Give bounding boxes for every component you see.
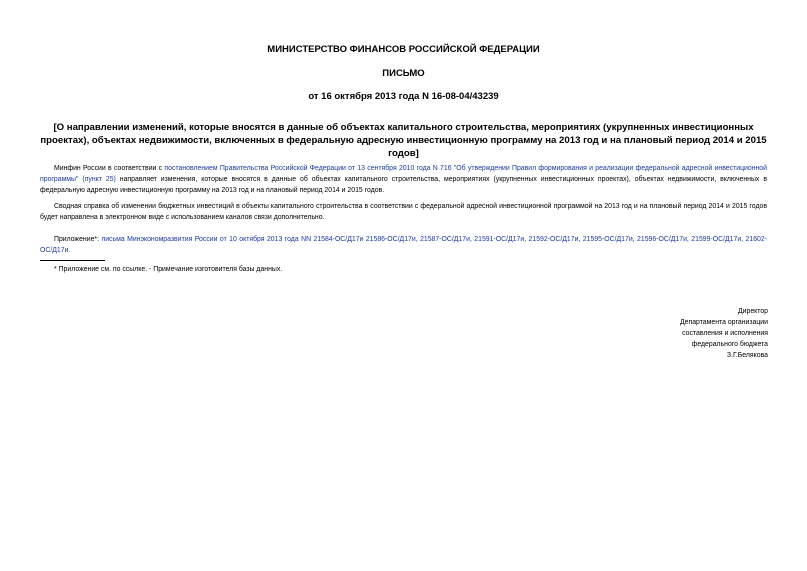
paragraph-1-start: Минфин России в соответствии с — [54, 165, 165, 172]
document-date: от 16 октября 2013 года N 16-08-04/43239 — [308, 91, 499, 102]
government-resolution-link[interactable]: постановлением Правительства Российской Федерации от 13 сентября 2010 года N 716 "Об утверждении Правил формирования и реализации федеральной адресной инвестиционной программы" — [40, 165, 767, 183]
clause-25-link[interactable]: (пункт 25) — [82, 176, 116, 183]
footnote-divider — [40, 260, 105, 261]
document-type: ПИСЬМО — [382, 68, 425, 79]
signatory-name: З.Г.Белякова — [726, 352, 768, 359]
signature-department-3: федерального бюджета — [691, 341, 768, 348]
signature-position: Директор — [737, 308, 768, 315]
signature-block — [568, 306, 768, 361]
signature-department-1: Департамента организации — [679, 319, 768, 326]
paragraph-3 — [40, 234, 767, 256]
attachment-label: Приложение*: — [54, 236, 102, 243]
attachment-letters-link[interactable]: письма Минэкономразвития России от 10 октября 2013 года NN 21584-ОС/Д17и 21586-ОС/Д17и, 21587-ОС/Д17и, 21591-ОС/Д17и, 21592-ОС/Д17и, 21595-ОС/Д17и, 21596-ОС/Д17и, 21599-ОС/Д17и, 21602-ОС/Д17и. — [40, 236, 767, 254]
document-subject: [О направлении изменений, которые вносятся в данные об объектах капитального строительства, мероприятиях (укрупненных инвестиционных проектах), объектах недвижимости, включенных в федеральную адресную инвестиционную программу на 2013 год и на плановый период 2014 и 2015 годов] — [40, 122, 767, 159]
paragraph-1-end: направляет изменения, которые вносятся в данные об объектах капитального строительства, мероприятиях (укрупненных инвестиционных проектах), объектах недвижимости, включенных в федеральную адресную инвестиционную программу на 2013 год и на плановый период 2014 и 2015 годов. — [40, 176, 767, 194]
footnote: * Приложение см. по ссылке. - Примечание изготовителя базы данных. — [54, 266, 283, 273]
ministry-heading: МИНИСТЕРСТВО ФИНАНСОВ РОССИЙСКОЙ ФЕДЕРАЦИИ — [267, 44, 540, 55]
paragraph-1 — [40, 163, 767, 196]
paragraph-2: Сводная справка об изменении бюджетных инвестиций в объекты капитального строительства в соответствии с федеральной адресной инвестиционной программой на 2013 год и на плановый период 2014 и 2015 годов будет направлена в электронном виде с использованием каналов связи дополнительно. — [40, 203, 767, 221]
signature-department-2: составления и исполнения — [682, 330, 768, 337]
